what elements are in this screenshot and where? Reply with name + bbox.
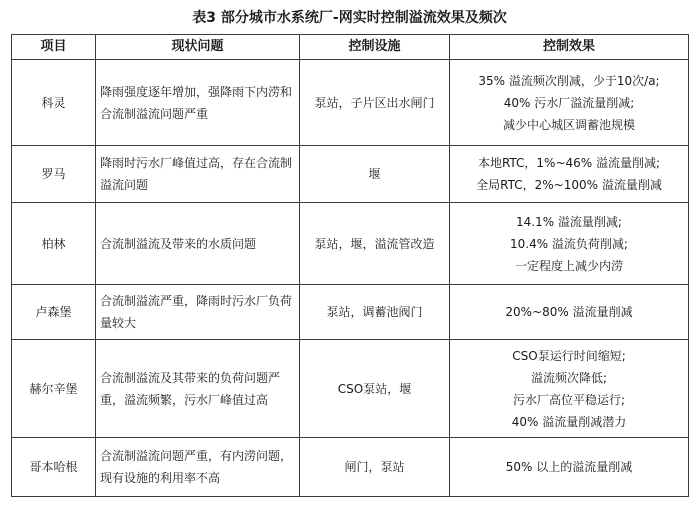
cell-facility: 泵站，堰，溢流管改造 (300, 203, 450, 285)
header-row (12, 35, 689, 60)
cell-effect (450, 438, 689, 497)
data-table (11, 34, 689, 497)
cell-item: 柏林 (12, 203, 96, 285)
header-problem: 现状问题 (96, 35, 300, 60)
cell-item: 卢森堡 (12, 285, 96, 340)
cell-item: 哥本哈根 (12, 438, 96, 497)
cell-effect (450, 146, 689, 203)
cell-problem: 合流制溢流问题严重，有内涝问题，现有设施的利用率不高 (96, 438, 300, 497)
effect-line: 本地RTC，1%~46% 溢流量削减; (477, 156, 661, 170)
table-caption: 表3 部分城市水系统厂-网实时控制溢流效果及频次 (192, 10, 507, 26)
effect-line: 一定程度上减少内涝 (514, 258, 623, 273)
cell-item: 罗马 (12, 146, 96, 203)
effect-line: 减少中心城区调蓄池规模 (502, 117, 635, 132)
cell-facility: CSO泵站，堰 (300, 340, 450, 438)
effect-line: 40% 溢流量削减潜力 (511, 414, 627, 429)
header-item: 项目 (12, 35, 96, 60)
effect-line: CSO泵运行时间缩短; (512, 348, 626, 363)
table-row (12, 340, 689, 438)
table-row (12, 60, 689, 146)
effect-line: 20%~80% 溢流量削减 (505, 305, 633, 319)
header-effect: 控制效果 (450, 35, 689, 60)
effect-line: 10.4% 溢流负荷削减; (510, 236, 628, 251)
effect-line: 全局RTC，2%~100% 溢流量削减 (476, 178, 662, 192)
cell-problem: 合流制溢流严重，降雨时污水厂负荷量较大 (96, 285, 300, 340)
table-row (12, 203, 689, 285)
effect-line: 50% 以上的溢流量削减 (505, 460, 633, 474)
cell-facility: 泵站，调蓄池阀门 (300, 285, 450, 340)
table-body (12, 60, 689, 497)
cell-effect (450, 60, 689, 146)
cell-problem: 降雨强度逐年增加，强降雨下内涝和合流制溢流问题严重 (96, 60, 300, 146)
cell-effect (450, 285, 689, 340)
header-facility: 控制设施 (300, 35, 450, 60)
effect-line: 污水厂高位平稳运行; (512, 392, 626, 407)
cell-facility: 闸门，泵站 (300, 438, 450, 497)
cell-facility: 堰 (300, 146, 450, 203)
cell-facility: 泵站，子片区出水闸门 (300, 60, 450, 146)
effect-line: 溢流频次降低; (530, 370, 608, 385)
table-row (12, 285, 689, 340)
cell-item: 赫尔辛堡 (12, 340, 96, 438)
effect-line: 14.1% 溢流量削减; (516, 214, 622, 229)
cell-effect (450, 203, 689, 285)
cell-item: 科灵 (12, 60, 96, 146)
cell-problem: 合流制溢流及带来的水质问题 (96, 203, 300, 285)
effect-line: 35% 溢流频次削减，少于10次/a; (478, 73, 660, 88)
cell-problem: 降雨时污水厂峰值过高，存在合流制溢流问题 (96, 146, 300, 203)
table-row (12, 146, 689, 203)
table-row (12, 438, 689, 497)
effect-line: 40% 污水厂溢流量削减; (503, 95, 635, 110)
cell-effect (450, 340, 689, 438)
cell-problem: 合流制溢流及其带来的负荷问题严重，溢流频繁，污水厂峰值过高 (96, 340, 300, 438)
